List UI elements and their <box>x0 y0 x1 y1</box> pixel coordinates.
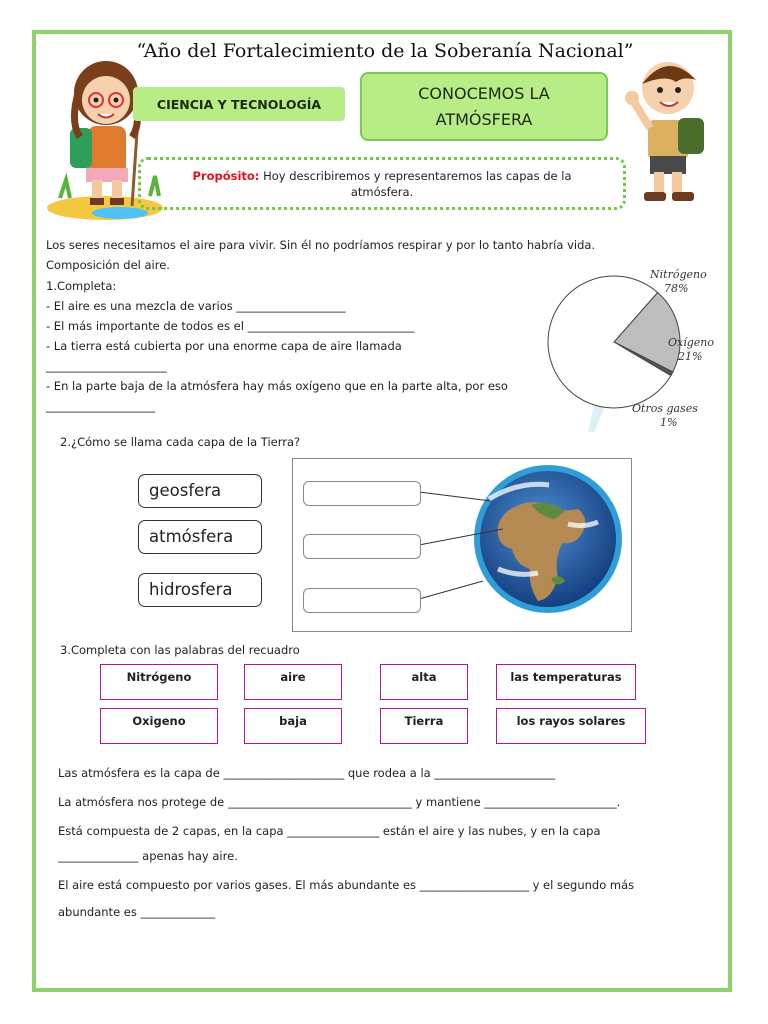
word-box-oxigeno: Oxigeno <box>100 708 218 744</box>
section-1-item: ___________________ <box>46 399 156 413</box>
fill-sentence-1: Las atmósfera es la capa de _____________________ que rodea a la _____________________ <box>58 766 556 780</box>
section-1-item: - En la parte baja de la atmósfera hay más oxígeno que en la parte alta, por eso <box>46 379 508 393</box>
fill-sentence-5: El aire está compuesto por varios gases. El más abundante es ___________________ y el segundo más <box>58 878 635 892</box>
intro-line-1: Los seres necesitamos el aire para vivir. Sin él no podríamos respirar y por lo tanto habría vida. <box>46 238 596 252</box>
intro-line-2: Composición del aire. <box>46 258 170 272</box>
word-box-los-rayos-solares: los rayos solares <box>496 708 646 744</box>
pie-label-nitrogeno-pct: 78% <box>664 282 689 295</box>
word-box-baja: baja <box>244 708 342 744</box>
purpose-text: Hoy describiremos y representaremos las capas de la atmósfera. <box>263 169 572 199</box>
section-1-title: 1.Completa: <box>46 279 117 293</box>
air-composition-pie-chart <box>520 262 735 432</box>
pie-label-nitrogeno: Nitrógeno <box>650 268 707 281</box>
layer-label-atmosfera[interactable]: atmósfera <box>138 520 262 554</box>
topic-line-1: CONOCEMOS LA <box>418 83 550 103</box>
pie-slices <box>548 276 680 408</box>
fill-sentence-2: La atmósfera nos protege de ________________________________ y mantiene _______________________. <box>58 795 621 809</box>
word-box-tierra: Tierra <box>380 708 468 744</box>
topic-line-2: ATMÓSFERA <box>435 109 533 129</box>
layer-label-geosfera[interactable]: geosfera <box>138 474 262 508</box>
section-2-title: 2.¿Cómo se llama cada capa de la Tierra? <box>60 435 301 449</box>
fill-sentence-4: ______________ apenas hay aire. <box>58 849 238 863</box>
word-box-nitrogeno: Nitrógeno <box>100 664 218 700</box>
answer-box-3[interactable] <box>303 588 421 613</box>
page-title: “Año del Fortalecimiento de la Soberanía Nacional” <box>136 40 634 62</box>
earth-figure <box>292 458 632 632</box>
section-1-item: - El aire es una mezcla de varios ___________________ <box>46 299 346 313</box>
answer-box-2[interactable] <box>303 534 421 559</box>
section-1-item: _____________________ <box>46 359 167 373</box>
pie-label-otros: Otros gases <box>632 402 698 415</box>
answer-box-1[interactable] <box>303 481 421 506</box>
section-1 <box>46 276 536 416</box>
subject-label: CIENCIA Y TECNOLOGÍA <box>133 87 345 121</box>
layer-label-hidrosfera[interactable]: hidrosfera <box>138 573 262 607</box>
section-3-title: 3.Completa con las palabras del recuadro <box>60 643 300 657</box>
word-box-las-temperaturas: las temperaturas <box>496 664 636 700</box>
topic-title <box>360 72 608 141</box>
fill-sentence-3: Está compuesta de 2 capas, en la capa ________________ están el aire y las nubes, y en la capa <box>58 824 601 838</box>
purpose-box <box>138 157 626 210</box>
pie-label-oxigeno-pct: 21% <box>678 350 703 363</box>
section-1-item: - La tierra está cubierta por una enorme capa de aire llamada <box>46 339 402 353</box>
section-1-item: - El más importante de todos es el _____________________________ <box>46 319 415 333</box>
word-box-alta: alta <box>380 664 468 700</box>
pie-label-otros-pct: 1% <box>660 416 678 429</box>
boy-explorer-illustration <box>620 48 720 213</box>
purpose-label: Propósito: <box>192 169 260 183</box>
pie-label-oxigeno: Oxígeno <box>668 336 714 349</box>
fill-sentence-6: abundante es _____________ <box>58 905 216 919</box>
word-box-aire: aire <box>244 664 342 700</box>
